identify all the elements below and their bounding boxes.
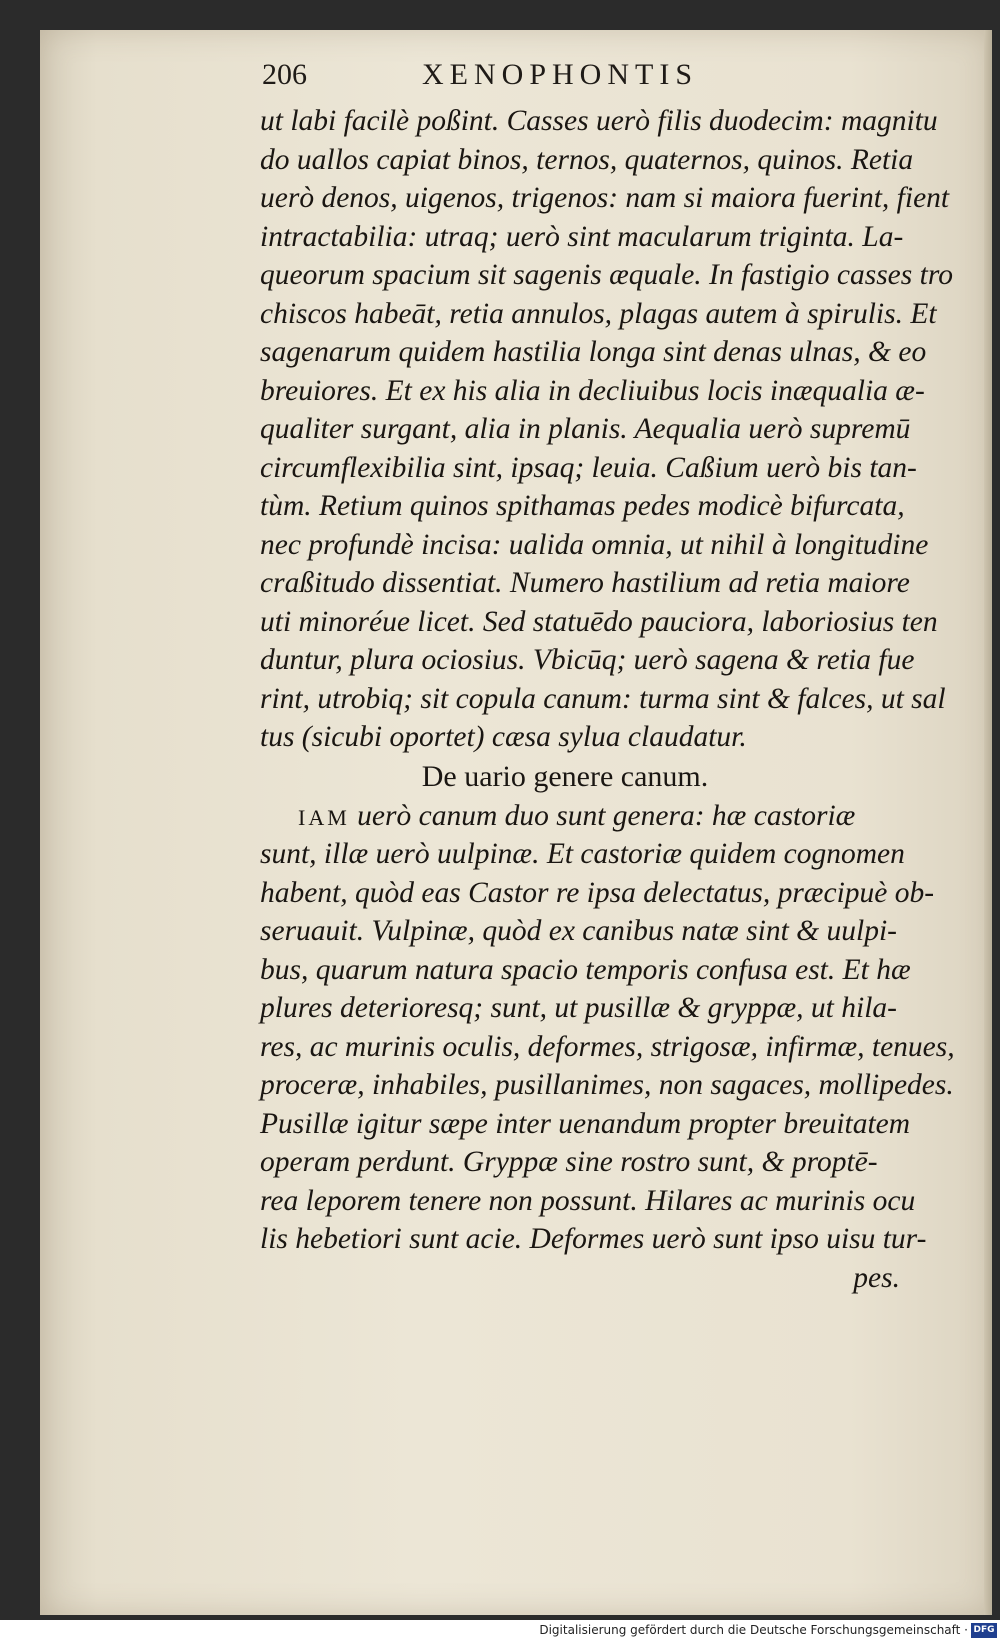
text-line: plures deterioresq; sunt, ut pusillæ & gryppæ, ut hila-: [260, 992, 897, 1024]
text-line: intractabilia: utraq; uerò sint macularum triginta. La-: [260, 220, 904, 253]
text-block: [260, 102, 955, 1297]
text-line: queorum spacium sit sagenis æquale. In fastigio casses tro: [260, 259, 953, 291]
funding-note: Digitalisierung gefördert durch die Deutsche Forschungsgemeinschaft ·: [539, 1623, 968, 1637]
section-heading: De uario genere canum.: [421, 759, 709, 793]
text-line: do uallos capiat binos, ternos, quaternos, quinos. Retia: [260, 143, 914, 176]
text-line: tùm. Retium quinos spithamas pedes modicè bifurcata,: [260, 490, 905, 522]
text-line: sunt, illæ uerò uulpinæ. Et castoriæ quidem cognomen: [260, 838, 905, 870]
text-line: operam perdunt. Gryppæ sine rostro sunt, & proptē-: [260, 1146, 878, 1178]
text-line: bus, quarum natura spacio temporis confusa est. Et hæ: [260, 953, 911, 986]
running-head: XENOPHONTIS: [422, 58, 698, 91]
text-line: uerò denos, uigenos, trigenos: nam si maiora fuerint, fient: [260, 182, 950, 214]
text-line: circumflexibilia sint, ipsaq; leuia. Caßium uerò bis tan-: [260, 451, 917, 484]
text-line: nec profundè incisa: ualida omnia, ut nihil à longitudine: [260, 528, 929, 561]
catchword: pes.: [853, 1261, 900, 1294]
page-header: [262, 58, 922, 98]
text-line: ut labi facilè poßint. Casses uerò filis duodecim: magnitu: [260, 105, 938, 137]
page-number: 206: [262, 58, 307, 91]
footer-bar: [0, 1620, 1000, 1642]
text-line: habent, quòd eas Castor re ipsa delectatus, præcipuè ob-: [260, 876, 935, 909]
text-line: uti minoréue licet. Sed statuēdo pauciora, laboriosius ten: [260, 605, 938, 638]
text-line: seruauit. Vulpinæ, quòd ex canibus natæ sint & uulpi-: [260, 915, 897, 947]
initial-word: IAM: [298, 804, 350, 830]
text-line: proceræ, inhabiles, pusillanimes, non sagaces, mollipedes.: [260, 1069, 954, 1101]
page-edge: [984, 30, 992, 1615]
text-line: rea leporem tenere non possunt. Hilares ac murinis ocu: [260, 1184, 916, 1217]
text-line: craßitudo dissentiat. Numero hastilium ad retia maiore: [260, 567, 910, 599]
text-line: sagenarum quidem hastilia longa sint denas ulnas, & eo: [260, 336, 927, 368]
first-line-text: uerò canum duo sunt genera: hæ castoriæ: [357, 799, 856, 832]
text-line: chiscos habeāt, retia annulos, plagas autem à spirulis. Et: [260, 297, 937, 330]
paragraph-first-line: [260, 797, 930, 836]
text-line: tus (sicubi oportet) cæsa sylua claudatur.: [260, 721, 747, 753]
text-line: lis hebetiori sunt acie. Deformes uerò sunt ipso uisu tur-: [260, 1223, 927, 1255]
text-line: qualiter surgant, alia in planis. Aequalia uerò supremū: [260, 413, 911, 445]
text-line: res, ac murinis oculis, deformes, strigosæ, infirmæ, tenues,: [260, 1030, 955, 1063]
dfg-logo-icon: DFG: [971, 1623, 997, 1638]
text-line: rint, utrobiq; sit copula canum: turma sint & falces, ut sal: [260, 682, 946, 715]
text-line: breuiores. Et ex his alia in decliuibus locis inæqualia æ-: [260, 374, 925, 407]
text-line: duntur, plura ociosius. Vbicūq; uerò sagena & retia fue: [260, 644, 915, 676]
text-line: Pusillæ igitur sæpe inter uenandum propter breuitatem: [260, 1107, 911, 1140]
